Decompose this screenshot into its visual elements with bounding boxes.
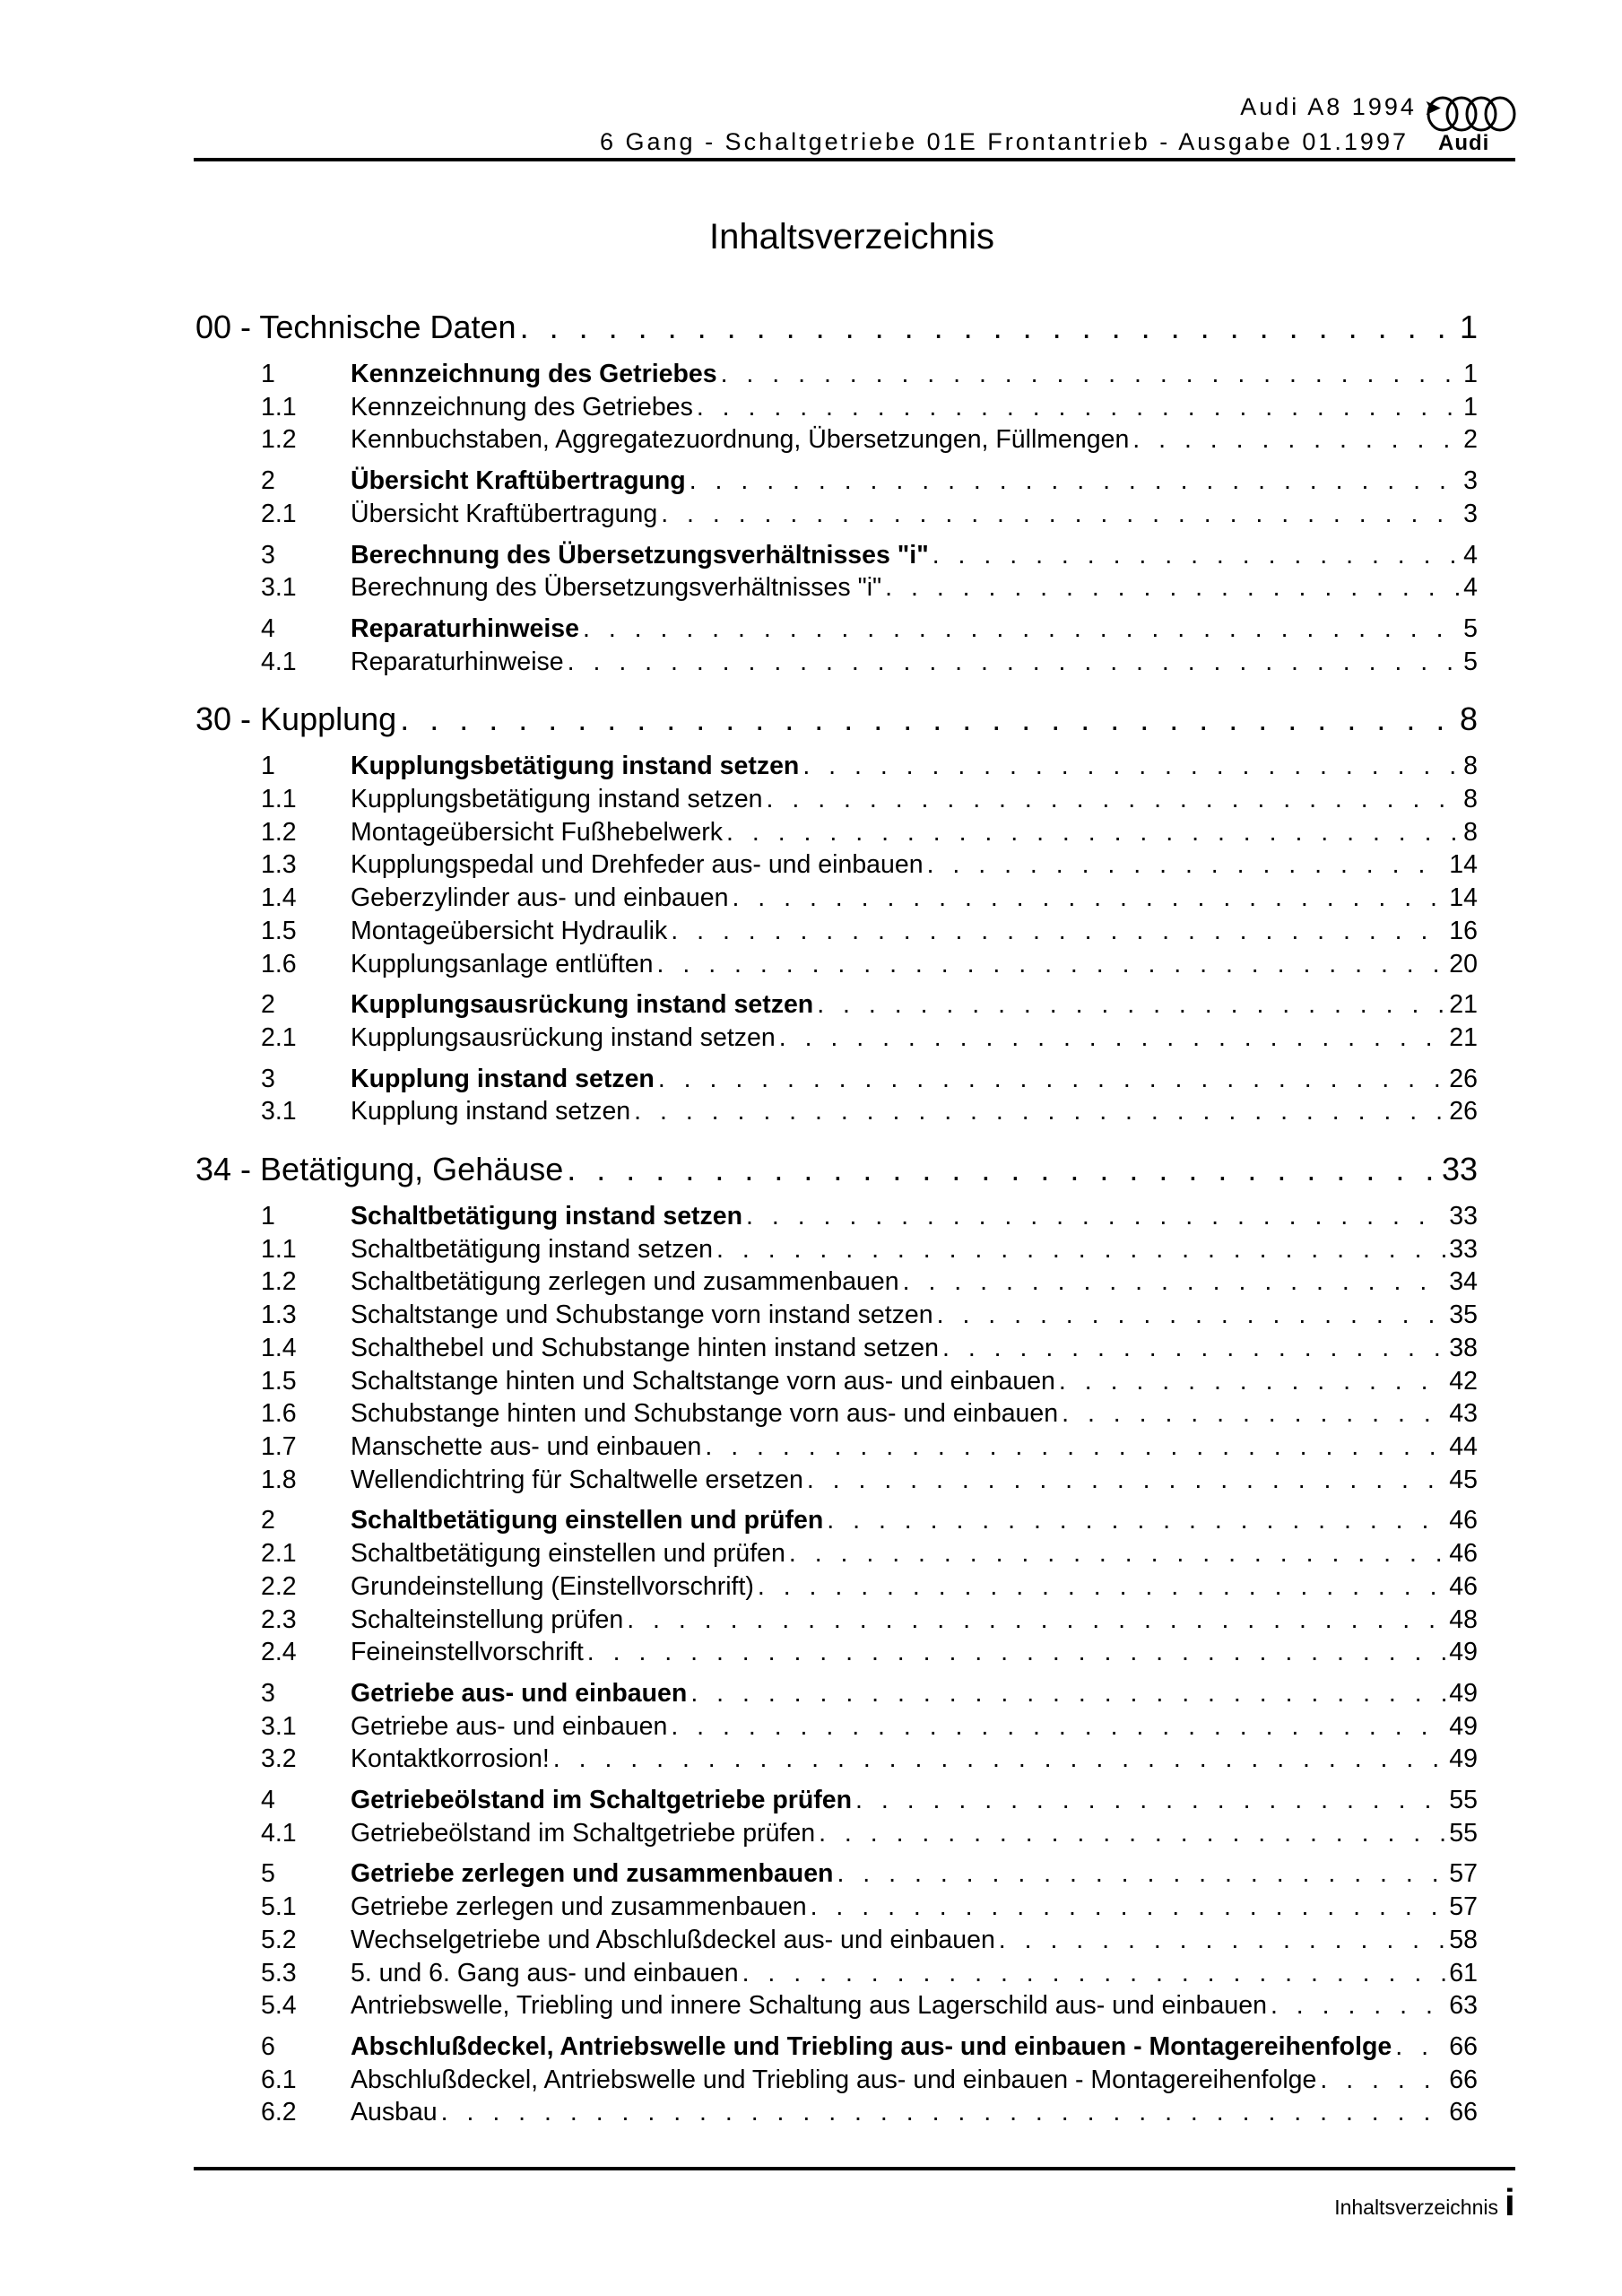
dot-leader [661,498,1460,531]
dot-leader [937,1299,1446,1332]
toc-title: Geberzylinder aus- und einbauen [351,883,729,913]
toc-number: 1.6 [261,949,297,978]
toc-page: 61 [1449,1958,1478,1987]
table-of-contents [195,305,1478,2129]
toc-title: Montageübersicht Fußhebelwerk [351,817,724,847]
dot-leader [732,882,1445,915]
toc-title: Kupplungsbetätigung instand setzen [351,785,763,814]
dot-leader [827,1504,1445,1537]
toc-title: Schalteinstellung prüfen [351,1605,624,1634]
toc-entry[interactable] [195,1817,1478,1850]
toc-entry[interactable] [195,948,1478,981]
toc-chapter[interactable] [195,465,1478,498]
toc-title: Schaltstange hinten und Schaltstange vorn aus- und einbauen [351,1366,1055,1396]
toc-page: 14 [1449,850,1478,880]
dot-leader [885,571,1460,604]
dot-leader [837,1857,1445,1891]
toc-title: Kupplungspedal und Drehfeder aus- und einbauen [351,850,924,880]
dot-leader [726,816,1460,849]
toc-title: Kontaktkorrosion! [351,1744,550,1774]
dot-leader [1059,1365,1445,1398]
dot-leader [942,1332,1445,1365]
toc-number: 3.2 [261,1744,297,1774]
toc-entry[interactable] [195,848,1478,882]
header-subtitle: 6 Gang - Schaltgetriebe 01E Frontantrieb - Ausgabe 01.1997 [600,128,1409,155]
dot-leader [567,1147,1438,1192]
toc-chapter[interactable] [195,1677,1478,1710]
dot-leader [1062,1397,1445,1431]
toc-chapter[interactable] [195,1063,1478,1096]
toc-title: Getriebe aus- und einbauen [351,1678,688,1708]
toc-title: Kupplungsbetätigung instand setzen [351,752,800,781]
toc-entry[interactable] [195,1604,1478,1637]
page-title: Inhaltsverzeichnis [709,217,994,257]
toc-number: 1 [261,1202,275,1231]
toc-page: 33 [1449,1234,1478,1264]
toc-number: 5.1 [261,1892,297,1922]
toc-number: 1.5 [261,916,297,945]
toc-page: 63 [1449,1991,1478,2021]
toc-number: 4 [261,1786,275,1815]
toc-entry[interactable] [195,423,1478,457]
toc-title: Getriebe zerlegen und zusammenbauen [351,1892,807,1922]
toc-title: Kupplungsanlage entlüften [351,949,654,978]
dot-leader [807,1464,1445,1497]
toc-number: 5.4 [261,1991,297,2021]
toc-chapter[interactable] [195,539,1478,572]
toc-number: 2 [261,466,275,496]
toc-page: 21 [1449,990,1478,1020]
toc-number: 1.3 [261,850,297,880]
toc-number: 1.4 [261,883,297,913]
toc-number: 1.6 [261,1399,297,1429]
toc-title: Kupplungsausrückung instand setzen [351,1022,776,1052]
toc-entry[interactable] [195,783,1478,816]
toc-title: Kennbuchstaben, Aggregatezuordnung, Übersetzungen, Füllmengen [351,425,1130,455]
toc-page: 4 [1463,540,1478,570]
toc-title: 30 - Kupplung [195,700,397,738]
toc-page: 55 [1449,1786,1478,1815]
toc-number: 1.5 [261,1366,297,1396]
arrow-icon: ➤ [1423,96,1444,120]
toc-page: 46 [1449,1506,1478,1535]
toc-chapter[interactable] [195,613,1478,646]
toc-page: 35 [1449,1300,1478,1330]
toc-title: Abschlußdeckel, Antriebswelle und Triebling aus- und einbauen - Montagereihenfolge [351,2065,1317,2094]
toc-title: 5. und 6. Gang aus- und einbauen [351,1958,739,1987]
toc-page: 16 [1449,916,1478,945]
toc-entry[interactable] [195,1299,1478,1332]
toc-title: Kennzeichnung des Getriebes [351,392,693,422]
toc-number: 1.2 [261,817,297,847]
dot-leader [811,1891,1446,1924]
toc-number: 1 [261,360,275,388]
toc-page: 2 [1463,425,1478,455]
toc-entry[interactable] [195,1710,1478,1744]
dot-leader [817,988,1445,1022]
toc-title: Übersicht Kraftübertragung [351,499,658,528]
toc-number: 3.1 [261,1711,297,1741]
toc-title: Feineinstellvorschrift [351,1638,584,1667]
dot-leader [767,783,1461,816]
toc-entry[interactable] [195,2064,1478,2097]
toc-entry[interactable] [195,1570,1478,1604]
toc-title: Übersicht Kraftübertragung [351,466,686,496]
footer-rule [194,2167,1515,2170]
toc-page: 66 [1449,2098,1478,2127]
dot-leader [932,539,1460,572]
toc-number: 3 [261,1678,275,1708]
dot-leader [746,1200,1445,1233]
toc-page: 26 [1449,1097,1478,1126]
toc-number: 4.1 [261,647,297,676]
dot-leader [658,1063,1445,1096]
toc-title: Kupplungsausrückung instand setzen [351,990,814,1020]
dot-leader [441,2096,1446,2129]
dot-leader [758,1570,1445,1604]
toc-page: 45 [1449,1465,1478,1494]
toc-page: 49 [1449,1678,1478,1708]
toc-title: Getriebeölstand im Schaltgetriebe prüfen [351,1786,853,1815]
dot-leader [789,1537,1445,1570]
toc-number: 1.1 [261,1234,297,1264]
toc-page: 46 [1449,1571,1478,1601]
dot-leader [553,1743,1446,1776]
toc-page: 21 [1449,1022,1478,1052]
toc-chapter[interactable] [195,988,1478,1022]
dot-leader [1271,1989,1445,2022]
toc-number: 2.4 [261,1638,297,1667]
toc-page: 8 [1459,700,1478,738]
toc-page: 43 [1449,1399,1478,1429]
toc-number: 1.8 [261,1465,297,1494]
toc-page: 33 [1449,1202,1478,1231]
toc-number: 2 [261,990,275,1020]
toc-chapter[interactable] [195,1857,1478,1891]
toc-number: 5 [261,1859,275,1889]
toc-title: Berechnung des Übersetzungsverhältnisses "i" [351,573,882,603]
toc-title: 00 - Technische Daten [195,309,516,345]
toc-page: 66 [1449,2031,1478,2061]
toc-entry[interactable] [195,1537,1478,1570]
toc-page: 1 [1459,309,1478,345]
toc-title: Getriebe zerlegen und zusammenbauen [351,1859,834,1889]
toc-entry[interactable] [195,816,1478,849]
dot-leader [802,750,1460,783]
dot-leader [855,1784,1445,1817]
toc-title: Schaltbetätigung einstellen und prüfen [351,1539,785,1569]
toc-page: 42 [1449,1366,1478,1396]
toc-title: Antriebswelle, Triebling und innere Schaltung aus Lagerschild aus- und einbauen [351,1991,1267,2021]
dot-leader [1132,423,1460,457]
toc-title: Reparaturhinweise [351,613,579,643]
toc-entry[interactable] [195,498,1478,531]
toc-number: 5.3 [261,1958,297,1987]
dot-leader [634,1095,1445,1128]
toc-title: Schaltbetätigung instand setzen [351,1234,714,1264]
toc-chapter[interactable] [195,1504,1478,1537]
toc-title: Getriebeölstand im Schaltgetriebe prüfen [351,1818,816,1848]
toc-entry[interactable] [195,2096,1478,2129]
toc-page: 8 [1463,752,1478,781]
toc-number: 1.2 [261,1267,297,1297]
toc-section[interactable] [195,697,1478,742]
toc-page: 3 [1463,499,1478,528]
toc-entry[interactable] [195,1332,1478,1365]
toc-page: 48 [1449,1605,1478,1634]
toc-number: 2.3 [261,1605,297,1634]
audi-wordmark: Audi [1438,131,1490,155]
toc-section[interactable] [195,1147,1478,1192]
toc-number: 2.1 [261,1539,297,1569]
toc-number: 6.2 [261,2098,297,2127]
toc-page: 26 [1449,1064,1478,1093]
dot-leader [690,1677,1445,1710]
dot-leader [583,613,1460,646]
toc-title: Schalthebel und Schubstange hinten instand setzen [351,1333,939,1362]
toc-title: Wechselgetriebe und Abschlußdeckel aus- und einbauen [351,1925,995,1954]
toc-title: Manschette aus- und einbauen [351,1431,702,1461]
model-text: Audi A8 1994 [1240,93,1417,120]
footer-label: Inhaltsverzeichnis [1334,2196,1498,2219]
toc-page: 3 [1463,466,1478,496]
toc-page: 38 [1449,1333,1478,1362]
toc-entry[interactable] [195,1924,1478,1957]
dot-leader [671,1710,1445,1744]
toc-number: 4.1 [261,1818,297,1848]
toc-number: 2.1 [261,499,297,528]
dot-leader [819,1817,1445,1850]
toc-title: Ausbau [351,2098,438,2127]
toc-page: 8 [1463,785,1478,814]
toc-title: Berechnung des Übersetzungsverhältnisses "i" [351,540,929,570]
dot-leader [657,948,1446,981]
toc-number: 3 [261,1064,275,1093]
toc-entry[interactable] [195,1233,1478,1266]
toc-page: 66 [1449,2065,1478,2094]
toc-title: Reparaturhinweise [351,647,564,676]
toc-number: 1.1 [261,392,297,422]
toc-number: 1.1 [261,785,297,814]
toc-entry[interactable] [195,882,1478,915]
toc-chapter[interactable] [195,1200,1478,1233]
toc-page: 57 [1449,1892,1478,1922]
toc-title: Schaltbetätigung instand setzen [351,1202,743,1231]
toc-page: 44 [1449,1431,1478,1461]
toc-page: 8 [1463,817,1478,847]
toc-title: Schubstange hinten und Schubstange vorn aus- und einbauen [351,1399,1059,1429]
toc-title: Getriebe aus- und einbauen [351,1711,668,1741]
toc-page: 5 [1463,647,1478,676]
toc-title: Montageübersicht Hydraulik [351,916,668,945]
toc-chapter[interactable] [195,750,1478,783]
toc-number: 1.3 [261,1300,297,1330]
toc-page: 20 [1449,949,1478,978]
dot-leader [903,1265,1446,1299]
dot-leader [671,915,1445,948]
toc-title: 34 - Betätigung, Gehäuse [195,1151,564,1188]
toc-title: Grundeinstellung (Einstellvorschrift) [351,1571,754,1601]
toc-title: Wellendichtring für Schaltwelle ersetzen [351,1465,803,1494]
toc-entry[interactable] [195,1957,1478,1990]
dot-leader [721,358,1461,391]
toc-number: 3 [261,540,275,570]
toc-number: 4 [261,613,275,643]
toc-title: Schaltbetätigung zerlegen und zusammenbauen [351,1267,899,1297]
toc-entry[interactable] [195,646,1478,679]
toc-page: 58 [1449,1925,1478,1954]
toc-page: 34 [1449,1267,1478,1297]
toc-number: 3.1 [261,573,297,603]
toc-page: 49 [1449,1711,1478,1741]
toc-number: 1.7 [261,1431,297,1461]
dot-leader [716,1233,1445,1266]
toc-title: Kupplung instand setzen [351,1097,631,1126]
toc-number: 1.4 [261,1333,297,1362]
toc-entry[interactable] [195,1397,1478,1431]
dot-leader [742,1957,1446,1990]
dot-leader [1320,2064,1445,2097]
toc-entry[interactable] [195,1989,1478,2022]
toc-number: 1.2 [261,425,297,455]
dot-leader [587,1636,1446,1669]
toc-number: 2.1 [261,1022,297,1052]
toc-page: 1 [1463,360,1478,388]
header-model [1240,93,1444,121]
toc-title: Abschlußdeckel, Antriebswelle und Triebling aus- und einbauen - Montagereihenfolge [351,2031,1392,2061]
toc-title: Kennzeichnung des Getriebes [351,360,717,388]
toc-entry[interactable] [195,571,1478,604]
toc-title: Kupplung instand setzen [351,1064,655,1093]
toc-section[interactable] [195,305,1478,350]
toc-page: 1 [1463,392,1478,422]
toc-title: Schaltstange und Schubstange vorn instand setzen [351,1300,933,1330]
toc-number: 1 [261,752,275,781]
toc-page: 57 [1449,1859,1478,1889]
dot-leader [697,391,1460,424]
toc-entry[interactable] [195,1743,1478,1776]
toc-entry[interactable] [195,1365,1478,1398]
toc-entry[interactable] [195,1095,1478,1128]
toc-entry[interactable] [195,1022,1478,1055]
toc-page: 4 [1463,573,1478,603]
toc-number: 3.1 [261,1097,297,1126]
dot-leader [705,1431,1445,1464]
toc-page: 46 [1449,1539,1478,1569]
toc-entry[interactable] [195,915,1478,948]
toc-entry[interactable] [195,1431,1478,1464]
dot-leader [999,1924,1446,1957]
toc-chapter[interactable] [195,358,1478,391]
header-rule [194,158,1515,161]
toc-number: 2 [261,1506,275,1535]
toc-number: 6.1 [261,2065,297,2094]
toc-page: 5 [1463,613,1478,643]
dot-leader [568,646,1461,679]
footer-page-number: i [1505,2181,1515,2223]
toc-page: 33 [1441,1151,1478,1188]
toc-entry[interactable] [195,1636,1478,1669]
toc-entry[interactable] [195,391,1478,424]
dot-leader [520,305,1456,350]
toc-page: 49 [1449,1744,1478,1774]
toc-entry[interactable] [195,1891,1478,1924]
toc-chapter[interactable] [195,1784,1478,1817]
dot-leader [627,1604,1445,1637]
toc-page: 55 [1449,1818,1478,1848]
toc-page: 49 [1449,1638,1478,1667]
toc-title: Schaltbetätigung einstellen und prüfen [351,1506,824,1535]
dot-leader [779,1022,1446,1055]
toc-number: 5.2 [261,1925,297,1954]
toc-entry[interactable] [195,1265,1478,1299]
dot-leader [927,848,1446,882]
dot-leader [690,465,1460,498]
dot-leader [1395,2031,1445,2064]
toc-page: 14 [1449,883,1478,913]
audi-rings-logo [1423,95,1517,133]
toc-number: 6 [261,2031,275,2061]
toc-chapter[interactable] [195,2031,1478,2064]
toc-entry[interactable] [195,1464,1478,1497]
dot-leader [400,697,1456,742]
toc-number: 2.2 [261,1571,297,1601]
